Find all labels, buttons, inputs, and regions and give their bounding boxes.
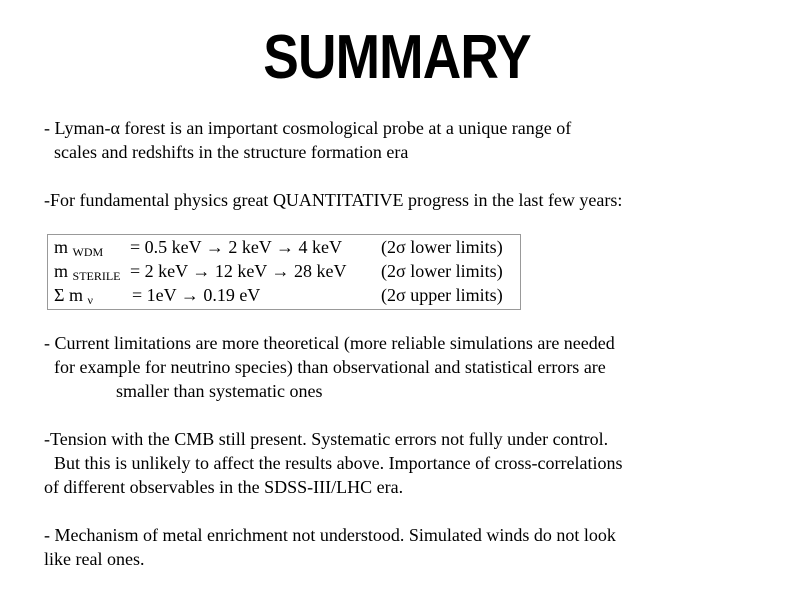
limit-note-sterile: (2σ lower limits): [381, 261, 503, 281]
paragraph-5-line-2: like real ones.: [44, 549, 145, 569]
limit-subscript: WDM: [72, 245, 104, 259]
limit-symbol: m: [54, 261, 69, 281]
limit-value-sterile: = 2 keV → 12 keV → 28 keV: [130, 261, 347, 281]
limit-symbol: Σ m: [54, 285, 83, 305]
paragraph-2: -For fundamental physics great QUANTITATIVE progress in the last few years:: [44, 190, 623, 210]
limit-note-neutrino: (2σ upper limits): [381, 285, 503, 305]
limit-value-wdm: = 0.5 keV → 2 keV → 4 keV: [130, 237, 342, 257]
limit-row-neutrino: [54, 283, 93, 312]
limit-value-neutrino: = 1eV → 0.19 eV: [132, 285, 261, 305]
paragraph-1-line-2: scales and redshifts in the structure formation era: [54, 142, 409, 162]
paragraph-3-line-2: for example for neutrino species) than observational and statistical errors are: [54, 357, 606, 377]
paragraph-5-line-1: - Mechanism of metal enrichment not understood. Simulated winds do not look: [44, 525, 616, 545]
paragraph-1-line-1: - Lyman-α forest is an important cosmological probe at a unique range of: [44, 118, 572, 138]
limit-subscript: STERILE: [72, 269, 121, 283]
slide-title: SUMMARY: [263, 23, 531, 92]
paragraph-3-line-1: - Current limitations are more theoretical (more reliable simulations are needed: [44, 333, 615, 353]
paragraph-4-line-3: of different observables in the SDSS-III/LHC era.: [44, 477, 404, 497]
paragraph-4-line-2: But this is unlikely to affect the results above. Importance of cross-correlations: [54, 453, 623, 473]
limit-note-wdm: (2σ lower limits): [381, 237, 503, 257]
paragraph-4-line-1: -Tension with the CMB still present. Systematic errors not fully under control.: [44, 429, 609, 449]
limit-symbol: m: [54, 237, 69, 257]
paragraph-3-line-3: smaller than systematic ones: [116, 381, 323, 401]
limit-subscript: ν: [87, 293, 93, 307]
